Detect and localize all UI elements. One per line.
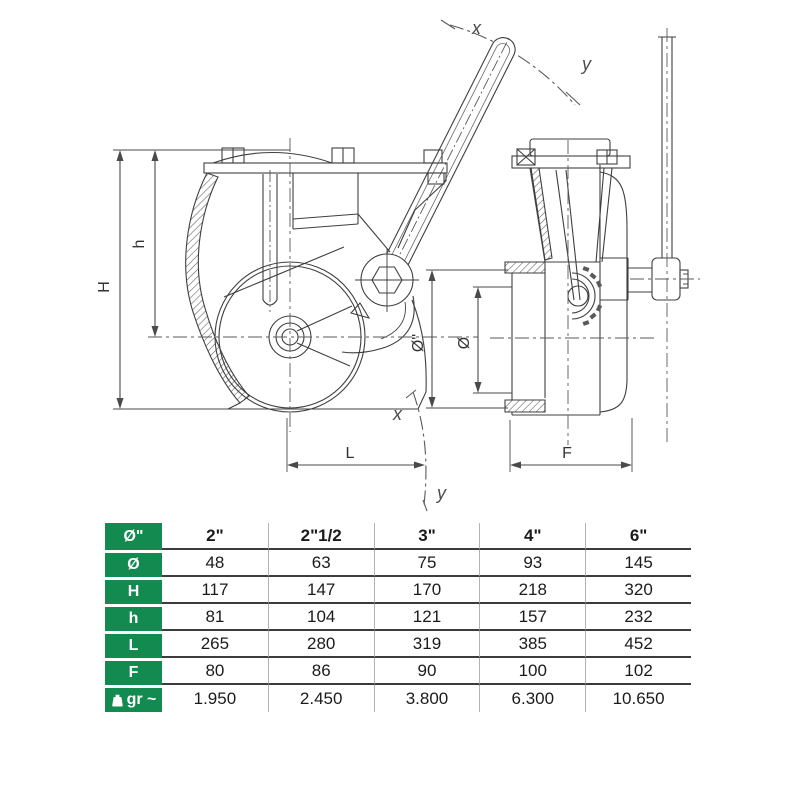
size-header-2: 3": [374, 523, 480, 550]
value-cell: 48: [162, 550, 268, 577]
value-cell: 265: [162, 631, 268, 658]
side-view: [490, 28, 700, 445]
lever-swing-arc-bottom: [406, 390, 427, 511]
dimension-L: [287, 418, 425, 472]
value-cell: 218: [479, 577, 585, 604]
side-top-cap: [512, 139, 630, 168]
row-label-diam-inch: Ø": [105, 523, 162, 550]
value-cell: 157: [479, 604, 585, 631]
side-view-centerlines: [490, 28, 700, 445]
row-label-L: L: [105, 631, 162, 658]
label-H: H: [96, 281, 113, 293]
label-diam: Ø: [456, 336, 473, 350]
body-rim-hatched: [186, 173, 249, 403]
value-cell: 1.950: [193, 688, 237, 708]
top-flange: [204, 163, 447, 173]
value-cell: 170: [374, 577, 480, 604]
size-header-1: 2"1/2: [268, 523, 374, 550]
value-cell: 86: [268, 658, 374, 685]
row-label-: Ø: [105, 550, 162, 577]
value-cell: 75: [374, 550, 480, 577]
value-cell: 104: [268, 604, 374, 631]
dimension-h: [152, 150, 159, 337]
size-header-3: 4": [479, 523, 585, 550]
port-flange-bottom: [505, 400, 545, 412]
value-cell: 147: [268, 577, 374, 604]
value-cell: 320: [585, 577, 691, 604]
value-cell: 90: [374, 658, 480, 685]
label-y-top: y: [582, 54, 591, 74]
label-F: F: [562, 445, 572, 462]
value-cell: 93: [479, 550, 585, 577]
value-cell: 80: [162, 658, 268, 685]
value-cell: 63: [268, 550, 374, 577]
row-label-gr: gr ~: [105, 685, 162, 712]
label-h: h: [131, 239, 148, 249]
value-cell: 280: [268, 631, 374, 658]
value-cell: 81: [162, 604, 268, 631]
size-header-0: 2": [162, 523, 268, 550]
value-cell: 6.300: [479, 685, 585, 712]
port-flange-top: [505, 262, 545, 273]
value-cell: 319: [374, 631, 480, 658]
label-x-top: x: [472, 18, 481, 38]
value-cell: 102: [585, 658, 691, 685]
value-cell: 145: [585, 550, 691, 577]
row-label-h: h: [105, 604, 162, 631]
value-cell: 385: [479, 631, 585, 658]
dimensions-table: [105, 523, 691, 712]
row-label-H: H: [105, 577, 162, 604]
value-cell: 2.450: [268, 685, 374, 712]
label-L: L: [345, 445, 355, 462]
value-cell: 232: [585, 604, 691, 631]
value-cell: 121: [374, 604, 480, 631]
stem-slot: [263, 170, 277, 312]
label-y-bottom: y: [437, 483, 446, 503]
dimension-diam: [473, 287, 512, 393]
value-cell: 3.800: [374, 685, 480, 712]
bonnet-dome: [213, 153, 332, 164]
value-cell: 117: [162, 577, 268, 604]
size-header-4: 6": [585, 523, 691, 550]
row-label-F: F: [105, 658, 162, 685]
label-x-bottom: x: [393, 404, 402, 424]
value-cell: 10.650: [585, 685, 691, 712]
value-cell: 100: [479, 658, 585, 685]
label-diam-inch: Ø": [410, 333, 427, 353]
weight-icon: [111, 694, 124, 707]
value-cell: 452: [585, 631, 691, 658]
